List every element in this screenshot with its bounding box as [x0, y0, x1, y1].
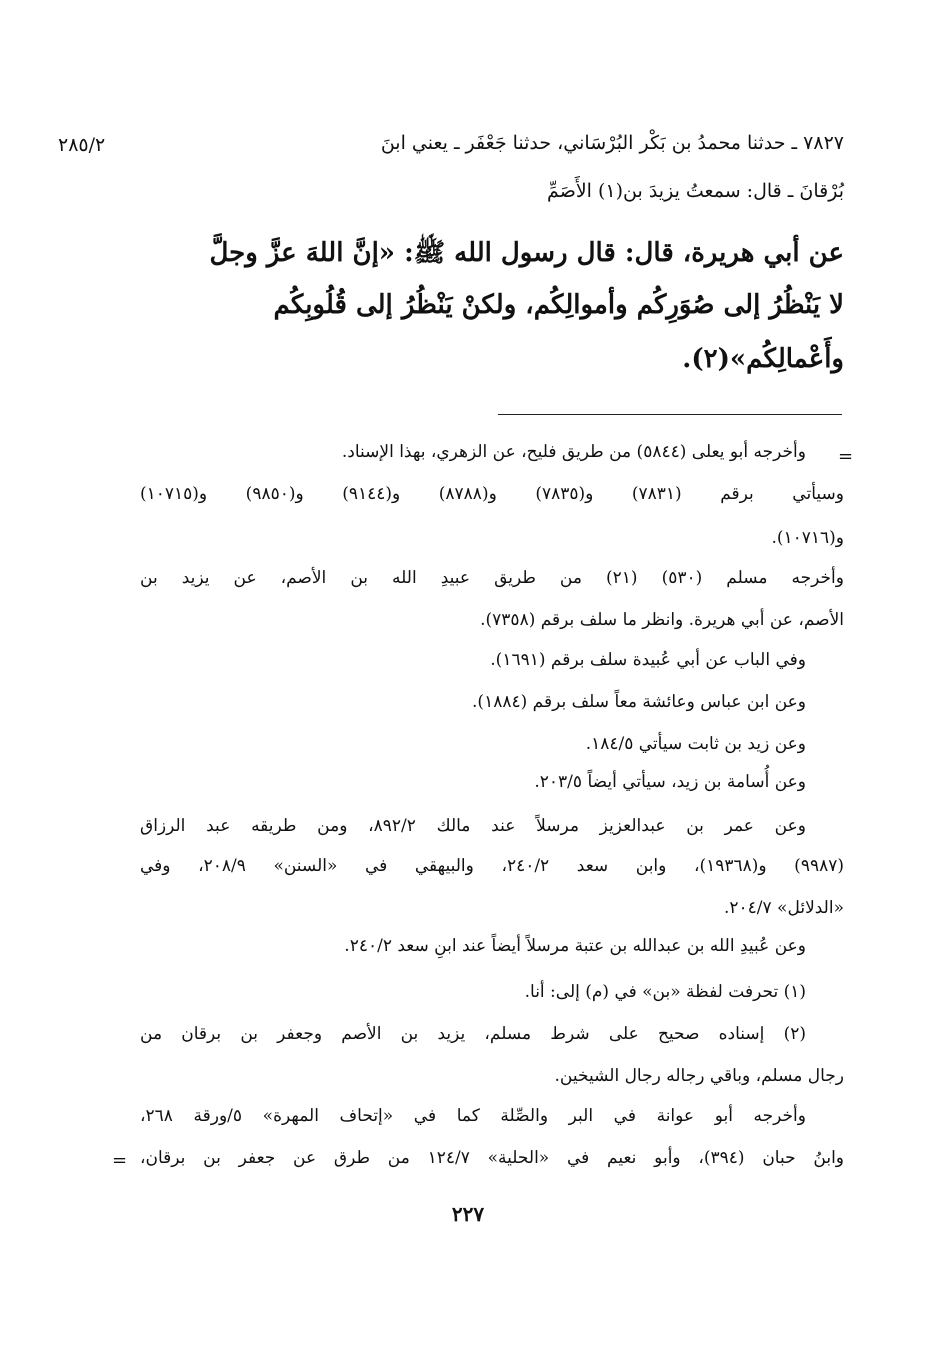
continuation-marker-top: = [838, 446, 854, 467]
footnote-1: (١) تحرفت لفظة «بن» في (م) إلى: أنا. [524, 982, 806, 1002]
page-number: ٢٢٧ [451, 1202, 485, 1226]
footnote-line: وعن أُسامة بن زيد، سيأتي أيضاً ٢٠٣/٥. [534, 772, 806, 792]
footnote-line: وأخرجه أبو يعلى (٥٨٤٤) من طريق فليح، عن الزهري، بهذا الإسناد. [341, 442, 806, 462]
footnote-line: وأخرجه مسلم (٥٣٠) (٢١) من طريق عبيدِ الله بن الأصم، عن يزيد بن [140, 568, 844, 588]
footnote-line: و(١٠٧١٦). [771, 528, 844, 548]
volume-page-reference: ٢٨٥/٢ [58, 134, 106, 156]
footnote-line: الأصم، عن أبي هريرة. وانظر ما سلف برقم (٧٣٥٨). [480, 610, 844, 630]
footnote-line: «الدلائل» ٢٠٤/٧. [723, 898, 844, 918]
footnote-divider [498, 414, 842, 415]
footnote-line: رجال مسلم، وباقي رجاله رجال الشيخين. [554, 1066, 844, 1086]
footnote-2: (٢) إسناده صحيح على شرط مسلم، يزيد بن الأصم وجعفر بن برقان من [140, 1024, 806, 1044]
footnote-line: وعن زيد بن ثابت سيأتي ١٨٤/٥. [585, 734, 806, 754]
footnote-line: (٩٩٨٧) و(١٩٣٦٨)، وابن سعد ٢٤٠/٢، والبيهقي في «السنن» ٢٠٨/٩، وفي [140, 856, 844, 876]
footnote-line: وابنُ حبان (٣٩٤)، وأبو نعيم في «الحلية» ١٢٤/٧ من طرق عن جعفر بن برقان، [140, 1148, 845, 1168]
continuation-marker-bottom: = [112, 1150, 128, 1171]
isnad-line-1: ٧٨٢٧ ـ حدثنا محمدُ بن بَكْر البُرْسَاني، حدثنا جَعْفَر ـ يعني ابنَ [380, 132, 844, 154]
footnote-line: وعن ابن عباس وعائشة معاً سلف برقم (١٨٨٤). [472, 692, 806, 712]
footnote-line: وعن عمر بن عبدالعزيز مرسلاً عند مالك ٨٩٢/٢، ومن طريقه عبد الرزاق [140, 816, 806, 836]
matn-line-1: عن أبي هريرة، قال: قال رسول الله ﷺ: «إنَّ اللهَ عزَّ وجلَّ [209, 238, 844, 268]
footnote-line: وعن عُبيدِ الله بن عبدالله بن عتبة مرسلاً أيضاً عند ابنِ سعد ٢٤٠/٢. [344, 936, 806, 956]
footnote-line: وسيأتي برقم (٧٨٣١) و(٧٨٣٥) و(٨٧٨٨) و(٩١٤٤) و(٩٨٥٠) و(١٠٧١٥) [140, 484, 844, 504]
matn-line-3: وأَعْمالِكُم»(٢). [682, 344, 844, 374]
matn-line-2: لا يَنْظُرُ إلى صُوَرِكُم وأموالِكُم، ولكنْ يَنْظُرُ إلى قُلُوبِكُم [273, 290, 844, 320]
footnote-line: وفي الباب عن أبي عُبيدة سلف برقم (١٦٩١). [490, 650, 806, 670]
footnote-line: وأخرجه أبو عوانة في البر والصِّلة كما في «إتحاف المهرة» ٥/ورقة ٢٦٨، [140, 1106, 806, 1126]
isnad-line-2: بُرْقانَ ـ قال: سمعتُ يزيدَ بن(١) الأَصَمِّ [547, 180, 844, 202]
